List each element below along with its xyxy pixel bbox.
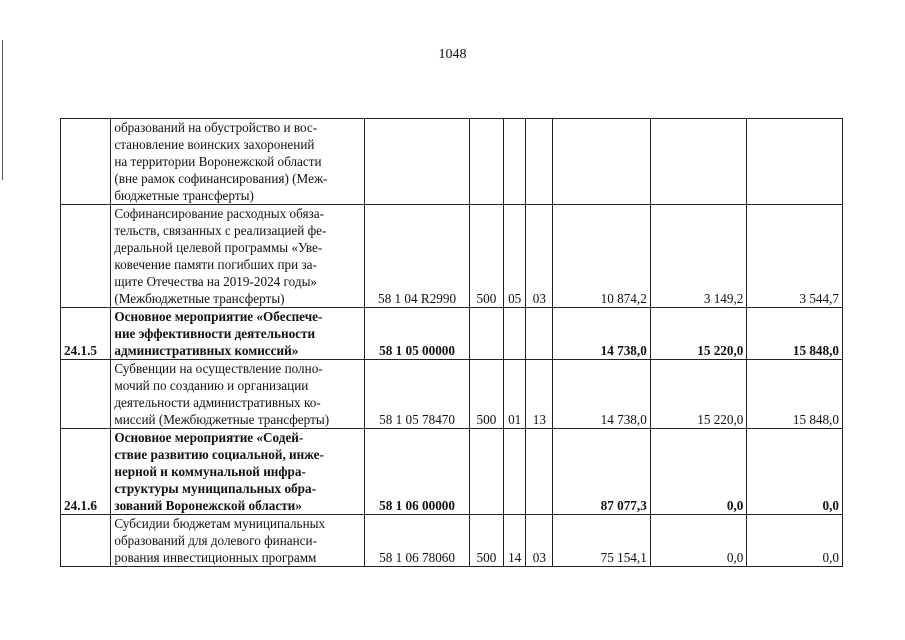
row-name-line: Основное мероприятие «Обеспече-	[114, 309, 323, 324]
row-name-line: бюджетные трансферты)	[114, 188, 254, 203]
row-code: 24.1.6	[61, 429, 111, 515]
row-name-line: (вне рамок софинансирования) (Меж-	[114, 171, 328, 186]
row-name-line: ковечение памяти погибших при за-	[114, 257, 317, 272]
row-name-line: ние эффективности деятельности	[114, 326, 316, 341]
amount-2022: 14 738,0	[553, 360, 651, 429]
row-name-line: становление воинских захоронений	[114, 137, 315, 152]
row-name-line: рования инвестиционных программ	[114, 550, 317, 565]
page-number: 1048	[438, 47, 467, 62]
subsection-code	[526, 308, 553, 360]
amount-2023: 0,0	[650, 429, 747, 515]
amount-2024: 0,0	[747, 429, 843, 515]
row-name-line: мочий по созданию и организации	[114, 378, 309, 393]
table-row	[61, 119, 843, 205]
amount-2023: 3 149,2	[650, 205, 747, 308]
expense-type-code: 500	[469, 205, 503, 308]
amount-2023: 15 220,0	[650, 308, 747, 360]
row-name-line: щите Отечества на 2019-2024 годы»	[114, 274, 318, 289]
expense-type-code	[469, 119, 503, 205]
row-name-line: образований на обустройство и вос-	[114, 120, 318, 135]
target-article-code: 58 1 05 78470	[365, 360, 470, 429]
section-code	[503, 429, 526, 515]
amount-2022: 87 077,3	[553, 429, 651, 515]
row-name	[111, 308, 365, 360]
row-name-line: миссий (Межбюджетные трансферты)	[114, 412, 330, 427]
row-name-line: (Межбюджетные трансферты)	[114, 291, 285, 306]
row-name-line: Софинансирование расходных обяза-	[114, 206, 325, 221]
section-code	[503, 308, 526, 360]
expense-type-code	[469, 429, 503, 515]
section-code: 01	[503, 360, 526, 429]
target-article-code: 58 1 05 00000	[365, 308, 470, 360]
row-name-line: Основное мероприятие «Содей-	[114, 430, 304, 445]
subsection-code: 03	[526, 515, 553, 567]
expense-type-code: 500	[469, 360, 503, 429]
row-name	[111, 360, 365, 429]
row-name	[111, 429, 365, 515]
amount-2023: 0,0	[650, 515, 747, 567]
amount-2024: 15 848,0	[747, 308, 843, 360]
target-article-code: 58 1 04 R2990	[365, 205, 470, 308]
expense-type-code: 500	[469, 515, 503, 567]
amount-2022	[553, 119, 651, 205]
row-name-line: на территории Воронежской области	[114, 154, 322, 169]
row-name-line: образований для долевого финанси-	[114, 533, 317, 548]
row-code	[61, 119, 111, 205]
amount-2022: 75 154,1	[553, 515, 651, 567]
row-name-line: Субсидии бюджетам муниципальных	[114, 516, 326, 531]
target-article-code: 58 1 06 00000	[365, 429, 470, 515]
table-row	[61, 429, 843, 515]
section-code: 05	[503, 205, 526, 308]
amount-2023	[650, 119, 747, 205]
amount-2024: 15 848,0	[747, 360, 843, 429]
subsection-code	[526, 429, 553, 515]
row-code	[61, 205, 111, 308]
target-article-code: 58 1 06 78060	[365, 515, 470, 567]
row-name-line: деятельности административных ко-	[114, 395, 321, 410]
amount-2024: 0,0	[747, 515, 843, 567]
row-name-line: структуры муниципальных обра-	[114, 481, 316, 496]
subsection-code: 03	[526, 205, 553, 308]
row-name	[111, 205, 365, 308]
subsection-code: 13	[526, 360, 553, 429]
subsection-code	[526, 119, 553, 205]
row-code	[61, 360, 111, 429]
row-code	[61, 515, 111, 567]
row-name-line: деральной целевой программы «Уве-	[114, 240, 323, 255]
target-article-code	[365, 119, 470, 205]
row-name-line: тельств, связанных с реализацией фе-	[114, 223, 327, 238]
row-code: 24.1.5	[61, 308, 111, 360]
row-name-line: административных комиссий»	[114, 343, 299, 358]
section-code: 14	[503, 515, 526, 567]
amount-2022: 10 874,2	[553, 205, 651, 308]
amount-2023: 15 220,0	[650, 360, 747, 429]
section-code	[503, 119, 526, 205]
table-row	[61, 360, 843, 429]
amount-2024	[747, 119, 843, 205]
row-name-line: ствие развитию социальной, инже-	[114, 447, 324, 462]
row-name-line: Субвенции на осуществление полно-	[114, 361, 323, 376]
table-row	[61, 308, 843, 360]
row-name-line: зований Воронежской области»	[114, 498, 302, 513]
amount-2024: 3 544,7	[747, 205, 843, 308]
row-name	[111, 119, 365, 205]
amount-2022: 14 738,0	[553, 308, 651, 360]
table-row	[61, 205, 843, 308]
table-row	[61, 515, 843, 567]
row-name	[111, 515, 365, 567]
budget-table	[60, 118, 843, 567]
expense-type-code	[469, 308, 503, 360]
row-name-line: нерной и коммунальной инфра-	[114, 464, 306, 479]
